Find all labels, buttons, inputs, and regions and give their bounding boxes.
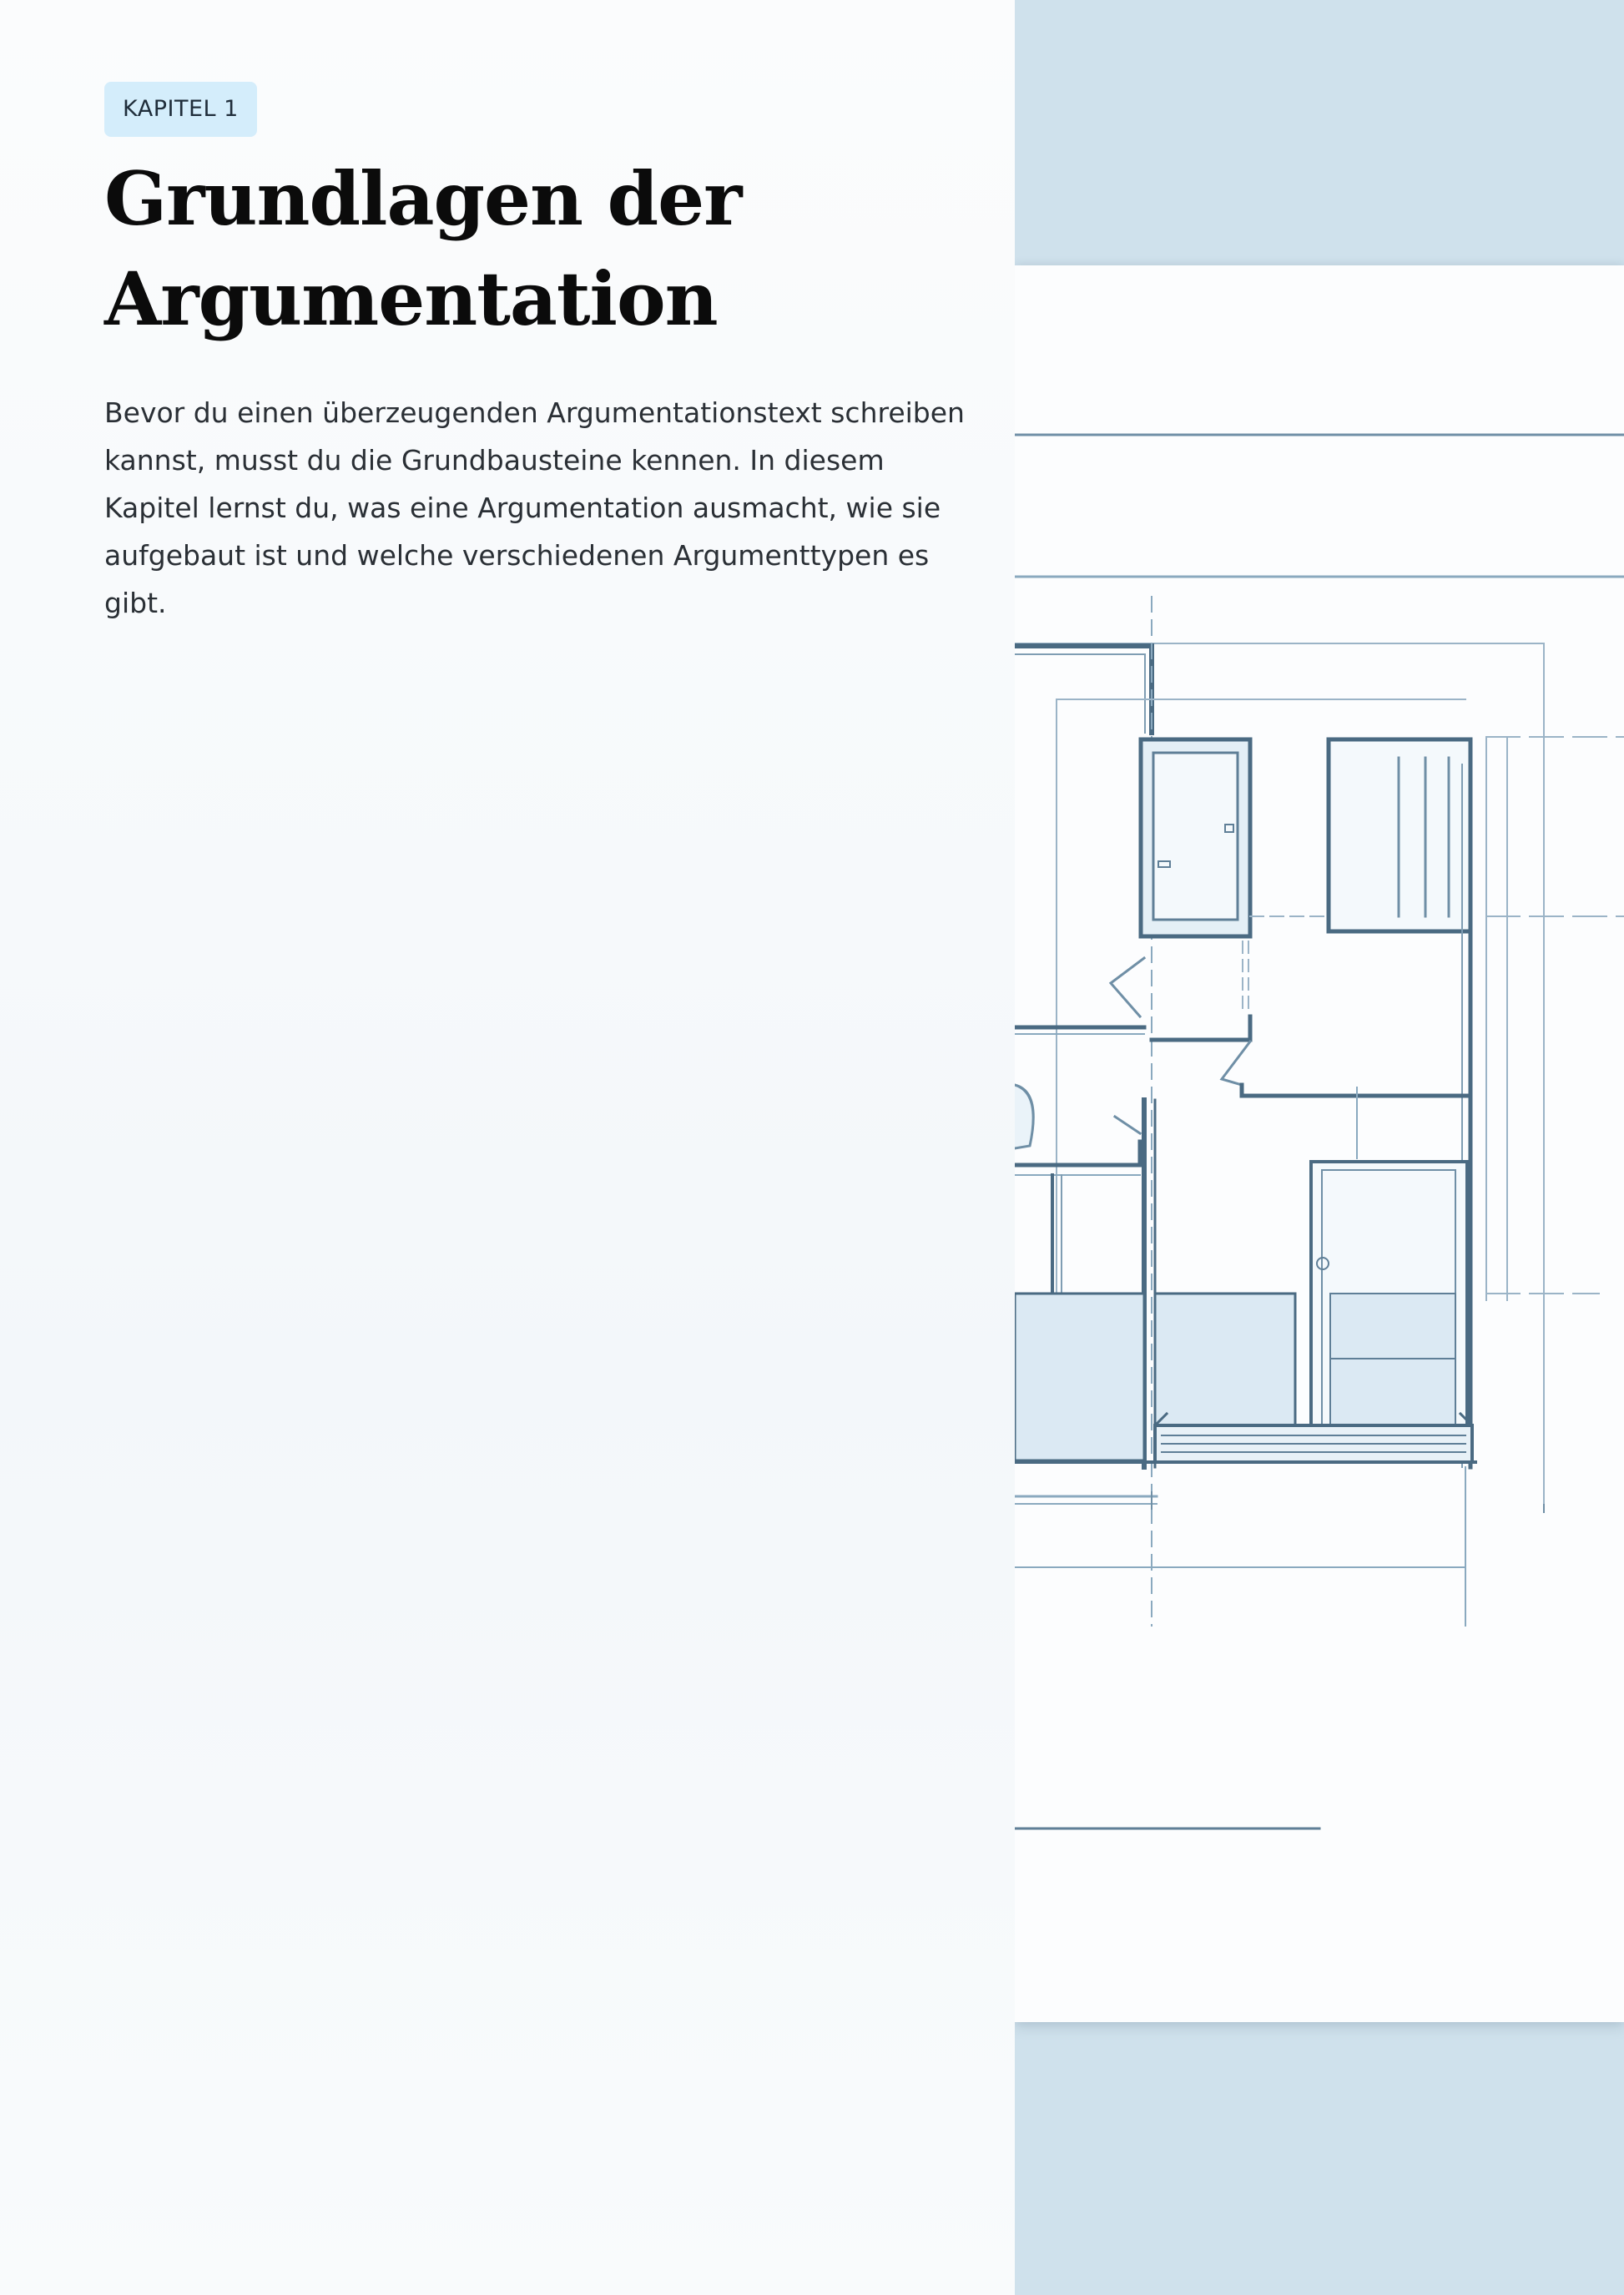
chapter-title: Grundlagen der Argumentation [104, 155, 742, 342]
blueprint-paper [1015, 265, 1624, 2022]
chapter-badge: KAPITEL 1 [104, 82, 257, 137]
chapter-intro: Bevor du einen überzeugenden Argumentationstext schreiben kannst, musst du die Grundbausteine kennen. In diesem Kapitel lernst du, was eine Argumentation ausmacht, wie sie aufgebaut ist und welche verschiedenen Argumenttypen es gibt. [104, 396, 965, 619]
illustration-panel [1015, 0, 1624, 2295]
floor-plan-illustration [1015, 265, 1624, 2022]
